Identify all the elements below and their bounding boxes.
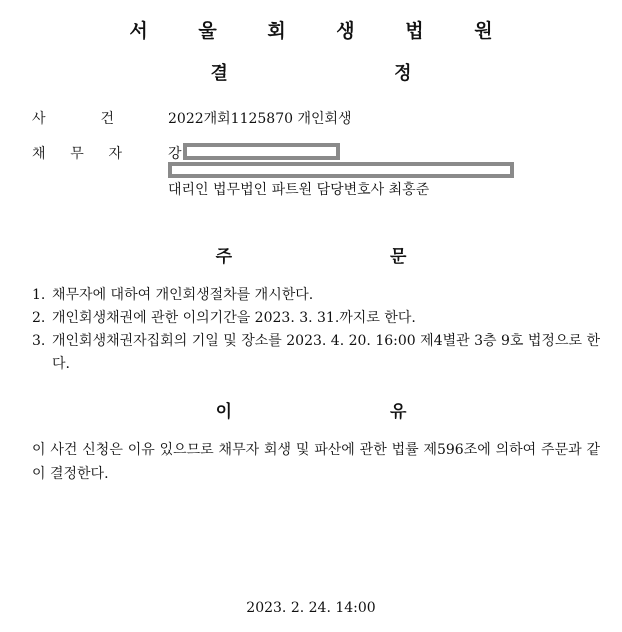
- redaction-box-name: [183, 143, 340, 160]
- debtor-label: [32, 143, 122, 163]
- order-item: [32, 330, 600, 376]
- case-number: 2022개회1125870 개인회생: [168, 111, 352, 127]
- order-item-number: 2.: [32, 310, 46, 326]
- order-item: [32, 284, 600, 307]
- order-item-number: 1.: [32, 287, 46, 303]
- document-type-title: 결 정: [210, 63, 492, 84]
- debtor-representative: 대리인 법무법인 파트원 담당변호사 최홍준: [168, 182, 430, 198]
- order-item: [32, 307, 600, 330]
- order-item-text: 채무자에 대하여 개인회생절차를 개시한다.: [52, 287, 314, 303]
- order-item-text: 개인회생채권에 관한 이의기간을 2023. 3. 31.까지로 한다.: [52, 310, 416, 326]
- debtor-label-char: 자: [108, 146, 122, 162]
- debtor-label-char: 채: [32, 146, 46, 162]
- case-label: [32, 108, 122, 128]
- case-label-char: 사: [32, 111, 46, 127]
- reason-heading: 이 유: [215, 402, 483, 422]
- case-label-char: 건: [100, 111, 114, 127]
- order-heading: 주 문: [215, 247, 483, 267]
- redaction-box-address: [168, 162, 514, 178]
- order-item-text: 개인회생채권자집회의 기일 및 장소를 2023. 4. 20. 16:00 제4별관 3층 9호 법정으로 한다.: [52, 333, 600, 372]
- debtor-name-prefix: 강: [168, 146, 182, 162]
- court-title: 서 울 회 생 법 원: [129, 20, 515, 42]
- reason-text: 이 사건 신청은 이유 있으므로 채무자 회생 및 파산에 관한 법률 제596조에 의하여 주문과 같이 결정한다.: [32, 442, 600, 482]
- debtor-label-char: 무: [70, 146, 84, 162]
- order-list: [32, 284, 600, 376]
- decision-date: 2023. 2. 24. 14:00: [246, 600, 376, 616]
- order-item-number: 3.: [32, 333, 46, 349]
